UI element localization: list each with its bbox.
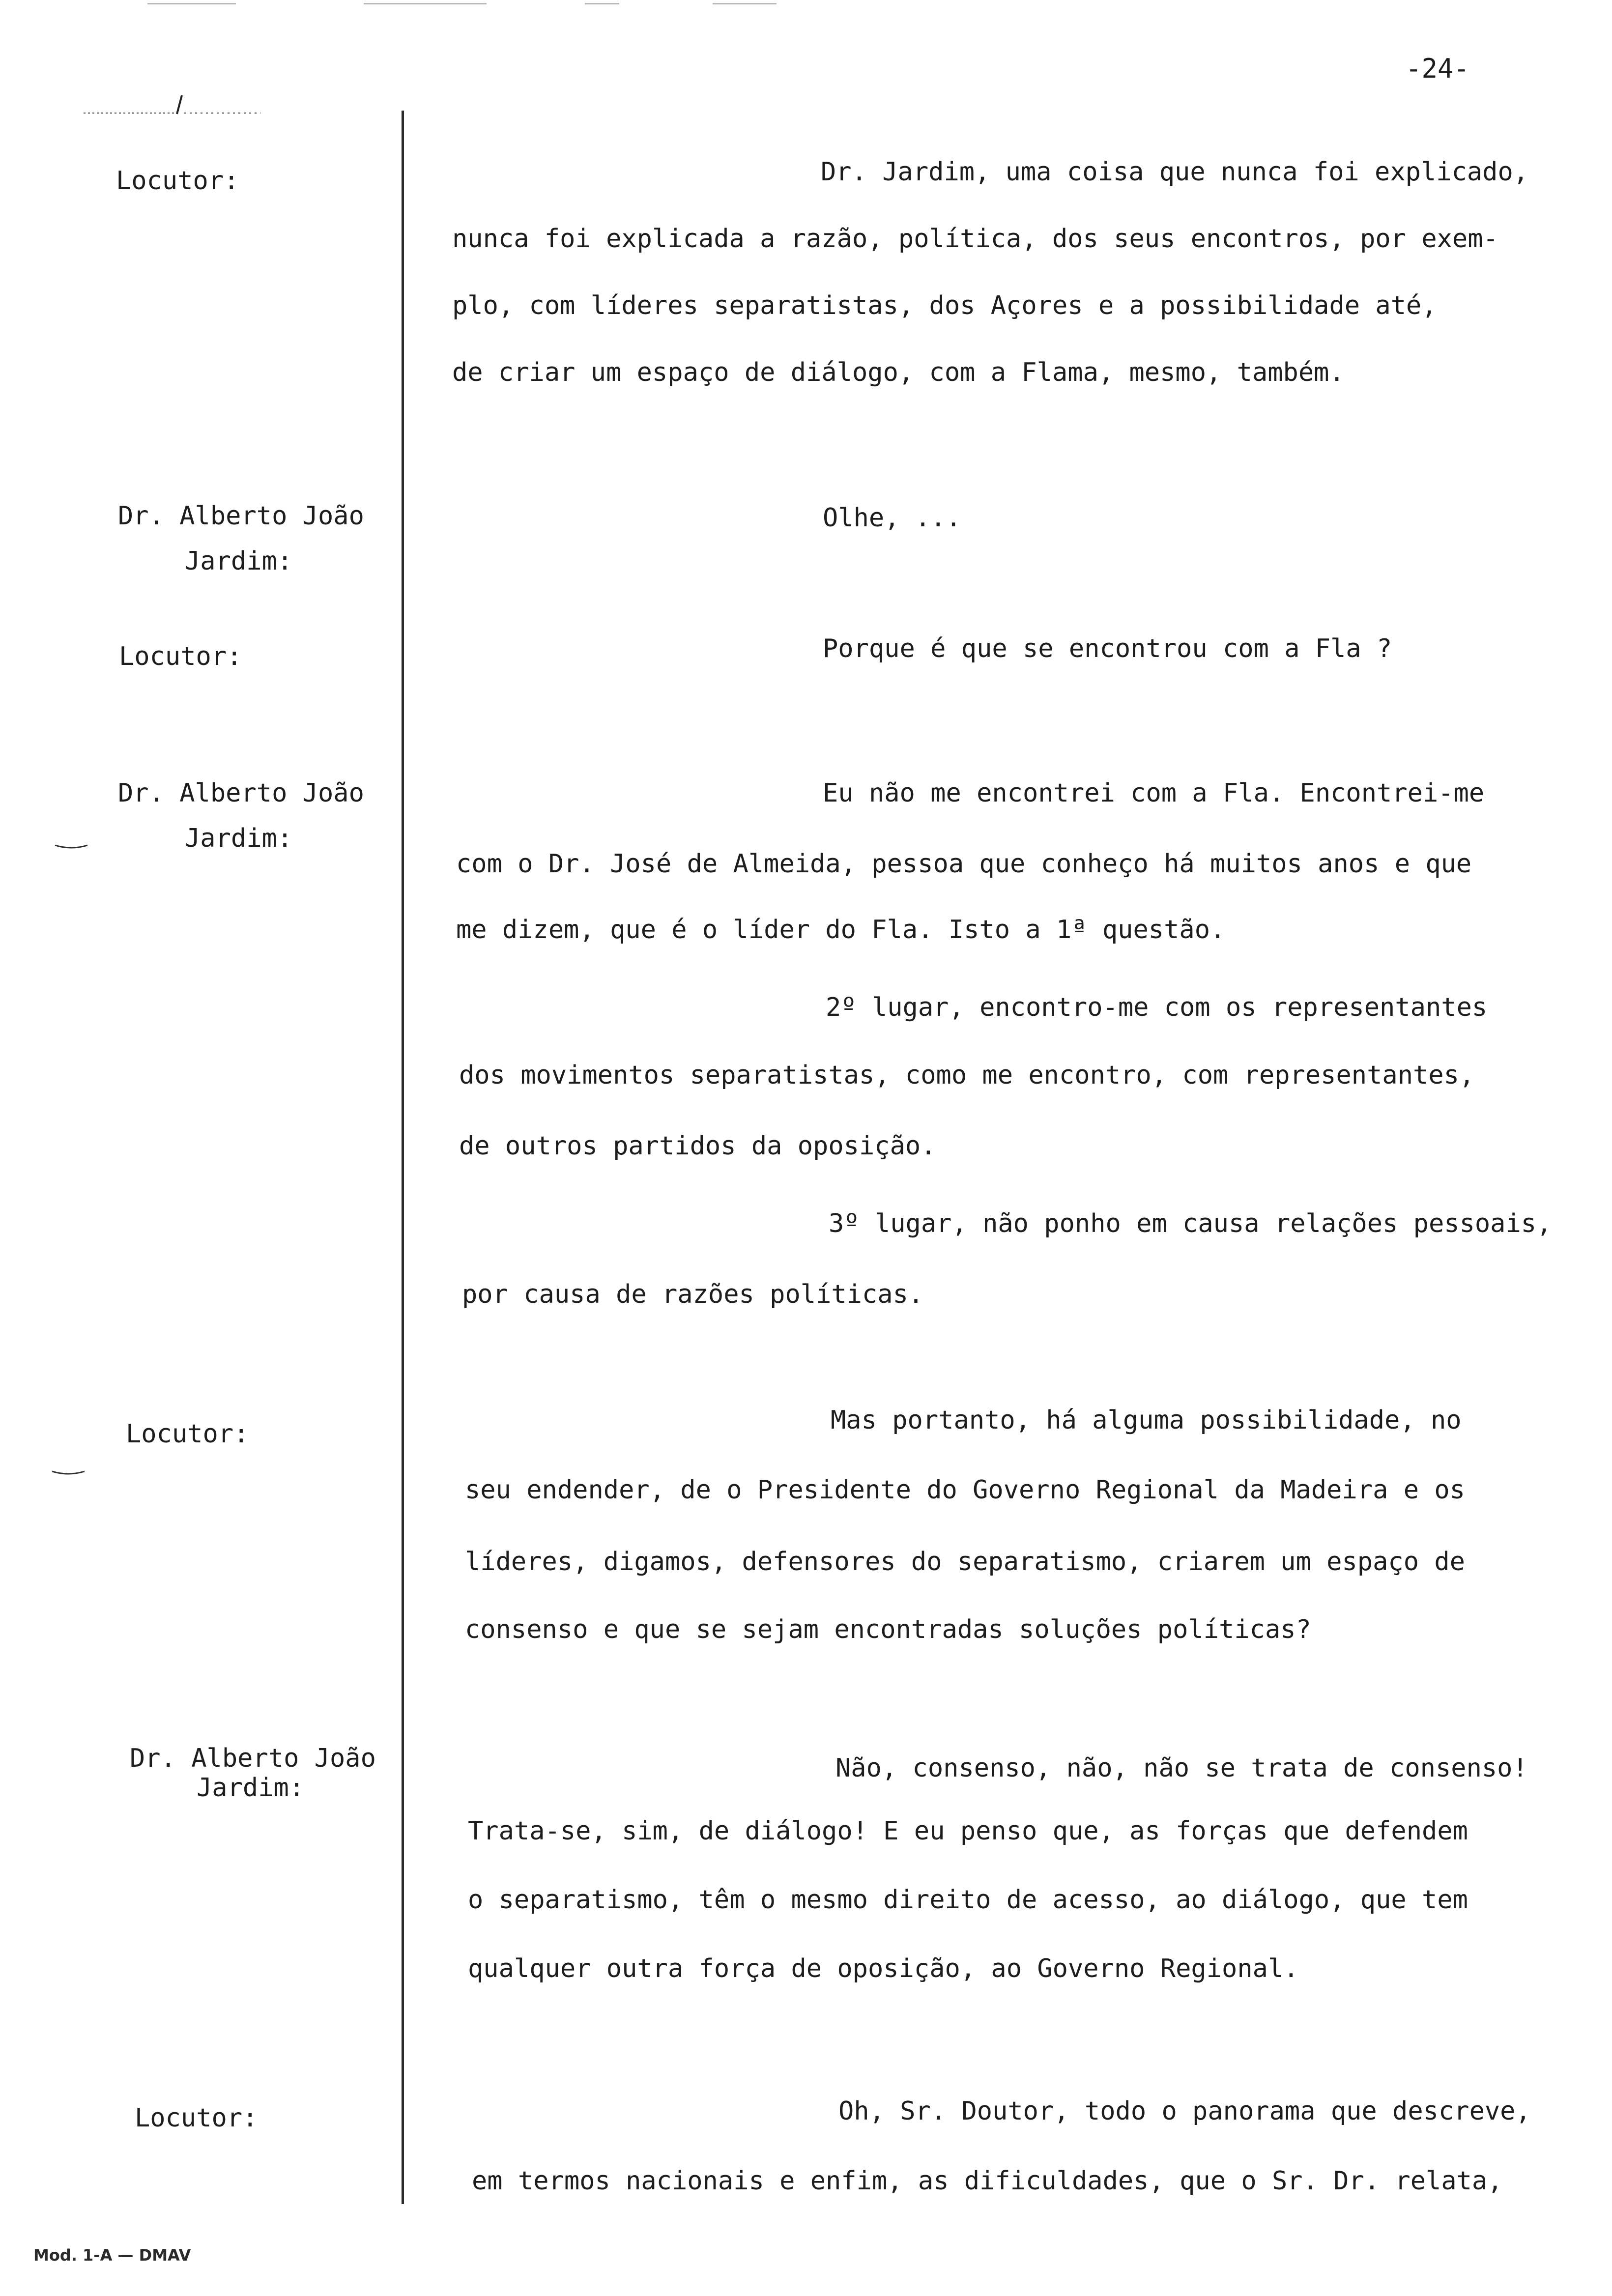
transcript-line: de outros partidos da oposição. — [459, 1131, 936, 1161]
transcript-line: Trata-se, sim, de diálogo! E eu penso que, as forças que defendem — [468, 1816, 1468, 1846]
speaker-label: Locutor: — [126, 1419, 249, 1449]
transcript-line: o separatismo, têm o mesmo direito de acesso, ao diálogo, que tem — [468, 1885, 1468, 1915]
transcript-line: plo, com líderes separatistas, dos Açores e a possibilidade até, — [452, 291, 1437, 320]
form-code: Mod. 1-A — DMAV — [33, 2246, 191, 2265]
transcript-line: Oh, Sr. Doutor, todo o panorama que descreve, — [838, 2096, 1531, 2126]
transcript-line: Porque é que se encontrou com a Fla ? — [823, 634, 1392, 663]
transcript-line: nunca foi explicada a razão, política, dos seus encontros, por exem- — [452, 224, 1498, 254]
transcript-line: por causa de razões políticas. — [462, 1280, 924, 1309]
transcript-line: Dr. Jardim, uma coisa que nunca foi explicado, — [821, 157, 1529, 187]
corner-mark — [84, 94, 280, 124]
speaker-label — [118, 771, 364, 861]
transcript-line: 3º lugar, não ponho em causa relações pessoais, — [829, 1209, 1552, 1238]
speaker-label — [118, 493, 364, 584]
transcript-line: Não, consenso, não, não se trata de consenso! — [835, 1753, 1528, 1783]
transcript-line: qualquer outra força de oposição, ao Governo Regional. — [468, 1954, 1299, 1983]
scan-edge-line — [147, 3, 236, 4]
transcript-line: consenso e que se sejam encontradas soluções políticas? — [465, 1615, 1311, 1644]
transcript-line: seu endender, de o Presidente do Governo Regional da Madeira e os — [465, 1475, 1465, 1505]
transcript-line: dos movimentos separatistas, como me encontro, com representantes, — [459, 1061, 1475, 1090]
speaker-label — [130, 1744, 376, 1803]
transcript-line: líderes, digamos, defensores do separatismo, criarem um espaço de — [465, 1547, 1465, 1577]
margin-mark — [54, 843, 88, 850]
transcript-line: me dizem, que é o líder do Fla. Isto a 1ª questão. — [456, 915, 1226, 945]
column-divider — [402, 111, 404, 2204]
speaker-label: Locutor: — [135, 2103, 258, 2133]
speaker-surname: Jardim: — [185, 546, 293, 576]
scan-edge-line — [713, 3, 777, 4]
transcript-line: com o Dr. José de Almeida, pessoa que conheço há muitos anos e que — [456, 849, 1472, 879]
margin-mark — [51, 1469, 86, 1476]
speaker-name: Dr. Alberto João — [118, 501, 364, 531]
transcript-line: em termos nacionais e enfim, as dificuldades, que o Sr. Dr. relata, — [472, 2166, 1503, 2196]
speaker-surname: Jardim: — [185, 824, 293, 853]
scan-edge-line — [364, 3, 487, 4]
page-number: -24- — [1406, 53, 1470, 84]
transcript-line: de criar um espaço de diálogo, com a Flama, mesmo, também. — [452, 358, 1345, 387]
speaker-label: Locutor: — [119, 642, 242, 671]
transcript-line: Eu não me encontrei com a Fla. Encontrei-me — [823, 778, 1485, 808]
transcript-line: Mas portanto, há alguma possibilidade, no — [831, 1406, 1462, 1435]
speaker-name: Dr. Alberto João — [130, 1744, 376, 1773]
speaker-name: Dr. Alberto João — [118, 778, 364, 808]
scan-edge-line — [585, 3, 619, 4]
transcript-line: Olhe, ... — [823, 503, 961, 533]
speaker-surname: Jardim: — [197, 1773, 305, 1803]
transcript-line: 2º lugar, encontro-me com os representantes — [826, 993, 1488, 1022]
speaker-label: Locutor: — [116, 166, 239, 196]
